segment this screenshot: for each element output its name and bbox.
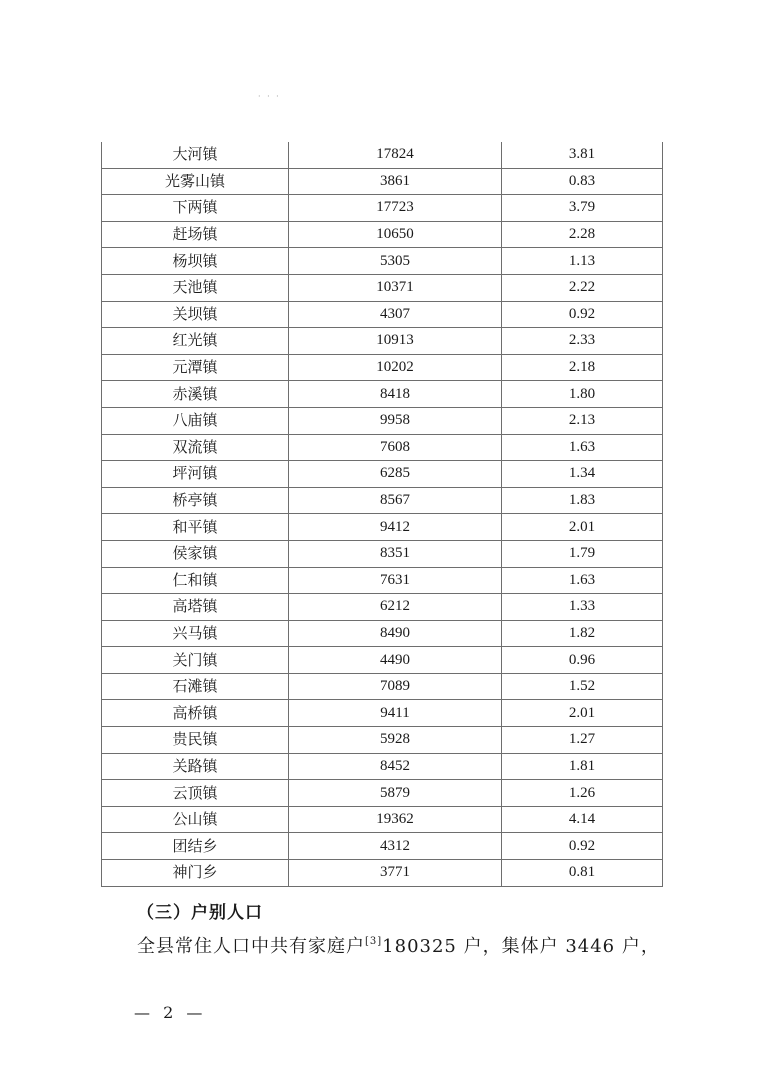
table-row bbox=[102, 434, 663, 461]
township-name-cell: 赶场镇 bbox=[102, 221, 289, 248]
population-count-cell: 7631 bbox=[289, 567, 502, 594]
population-share-cell: 1.63 bbox=[502, 567, 663, 594]
table-row bbox=[102, 514, 663, 541]
population-share-cell: 0.81 bbox=[502, 860, 663, 887]
population-share-cell: 0.83 bbox=[502, 168, 663, 195]
population-count-cell: 4307 bbox=[289, 301, 502, 328]
population-share-cell: 1.82 bbox=[502, 620, 663, 647]
township-name-cell: 团结乡 bbox=[102, 833, 289, 860]
township-name-cell: 杨坝镇 bbox=[102, 248, 289, 275]
population-share-cell: 0.96 bbox=[502, 647, 663, 674]
table-row bbox=[102, 168, 663, 195]
population-share-cell: 2.01 bbox=[502, 514, 663, 541]
population-count-cell: 9411 bbox=[289, 700, 502, 727]
township-name-cell: 关路镇 bbox=[102, 753, 289, 780]
population-count-cell: 7608 bbox=[289, 434, 502, 461]
population-count-cell: 5928 bbox=[289, 727, 502, 754]
population-count-cell: 3771 bbox=[289, 860, 502, 887]
table-row bbox=[102, 594, 663, 621]
township-name-cell: 关坝镇 bbox=[102, 301, 289, 328]
table-row bbox=[102, 274, 663, 301]
page-number: — 2 — bbox=[134, 1003, 207, 1022]
population-share-cell: 1.83 bbox=[502, 487, 663, 514]
population-count-cell: 9958 bbox=[289, 407, 502, 434]
table-row bbox=[102, 673, 663, 700]
township-name-cell: 红光镇 bbox=[102, 328, 289, 355]
table-row bbox=[102, 354, 663, 381]
population-share-cell: 1.33 bbox=[502, 594, 663, 621]
table-row bbox=[102, 195, 663, 222]
township-name-cell: 桥亭镇 bbox=[102, 487, 289, 514]
population-count-cell: 8418 bbox=[289, 381, 502, 408]
table-row bbox=[102, 328, 663, 355]
township-name-cell: 天池镇 bbox=[102, 274, 289, 301]
footnote-reference: [3] bbox=[365, 936, 383, 947]
population-count-cell: 9412 bbox=[289, 514, 502, 541]
table-row bbox=[102, 540, 663, 567]
paragraph-text-after: 180325 户，集体户 3446 户， bbox=[382, 936, 660, 957]
scan-artifact: · · · bbox=[258, 92, 281, 101]
population-count-cell: 8351 bbox=[289, 540, 502, 567]
township-name-cell: 贵民镇 bbox=[102, 727, 289, 754]
table-row bbox=[102, 487, 663, 514]
population-share-cell: 0.92 bbox=[502, 833, 663, 860]
population-count-cell: 4490 bbox=[289, 647, 502, 674]
population-share-cell: 1.13 bbox=[502, 248, 663, 275]
population-count-cell: 19362 bbox=[289, 806, 502, 833]
population-share-cell: 1.34 bbox=[502, 461, 663, 488]
population-count-cell: 5879 bbox=[289, 780, 502, 807]
table-row bbox=[102, 248, 663, 275]
township-name-cell: 大河镇 bbox=[102, 142, 289, 168]
population-share-cell: 1.26 bbox=[502, 780, 663, 807]
population-count-cell: 6212 bbox=[289, 594, 502, 621]
population-count-cell: 8490 bbox=[289, 620, 502, 647]
population-count-cell: 10371 bbox=[289, 274, 502, 301]
township-name-cell: 和平镇 bbox=[102, 514, 289, 541]
township-name-cell: 石滩镇 bbox=[102, 673, 289, 700]
body-paragraph bbox=[137, 932, 660, 958]
population-share-cell: 1.63 bbox=[502, 434, 663, 461]
paragraph-text-before: 全县常住人口中共有家庭户 bbox=[137, 936, 365, 957]
population-count-cell: 10202 bbox=[289, 354, 502, 381]
population-share-cell: 1.52 bbox=[502, 673, 663, 700]
population-count-cell: 8452 bbox=[289, 753, 502, 780]
township-name-cell: 神门乡 bbox=[102, 860, 289, 887]
township-name-cell: 兴马镇 bbox=[102, 620, 289, 647]
population-share-cell: 2.13 bbox=[502, 407, 663, 434]
section-heading: （三）户别人口 bbox=[137, 903, 263, 923]
population-share-cell: 2.18 bbox=[502, 354, 663, 381]
table-row bbox=[102, 381, 663, 408]
table-row bbox=[102, 461, 663, 488]
township-name-cell: 高塔镇 bbox=[102, 594, 289, 621]
population-share-cell: 1.81 bbox=[502, 753, 663, 780]
population-count-cell: 17824 bbox=[289, 142, 502, 168]
population-share-cell: 0.92 bbox=[502, 301, 663, 328]
table-row bbox=[102, 806, 663, 833]
table-body bbox=[102, 142, 663, 886]
township-name-cell: 仁和镇 bbox=[102, 567, 289, 594]
population-share-cell: 2.22 bbox=[502, 274, 663, 301]
table-row bbox=[102, 567, 663, 594]
population-count-cell: 4312 bbox=[289, 833, 502, 860]
table-row bbox=[102, 620, 663, 647]
table-row bbox=[102, 407, 663, 434]
population-share-cell: 1.79 bbox=[502, 540, 663, 567]
population-count-cell: 10913 bbox=[289, 328, 502, 355]
township-name-cell: 坪河镇 bbox=[102, 461, 289, 488]
township-name-cell: 关门镇 bbox=[102, 647, 289, 674]
township-name-cell: 双流镇 bbox=[102, 434, 289, 461]
table-row bbox=[102, 860, 663, 887]
table-row bbox=[102, 753, 663, 780]
township-population-table bbox=[101, 142, 663, 887]
table-row bbox=[102, 833, 663, 860]
population-count-cell: 5305 bbox=[289, 248, 502, 275]
population-count-cell: 17723 bbox=[289, 195, 502, 222]
township-name-cell: 云顶镇 bbox=[102, 780, 289, 807]
table-row bbox=[102, 647, 663, 674]
table-row bbox=[102, 221, 663, 248]
township-name-cell: 公山镇 bbox=[102, 806, 289, 833]
population-share-cell: 2.01 bbox=[502, 700, 663, 727]
population-share-cell: 2.33 bbox=[502, 328, 663, 355]
population-count-cell: 8567 bbox=[289, 487, 502, 514]
population-share-cell: 4.14 bbox=[502, 806, 663, 833]
township-name-cell: 光雾山镇 bbox=[102, 168, 289, 195]
table-row bbox=[102, 727, 663, 754]
population-count-cell: 10650 bbox=[289, 221, 502, 248]
population-share-cell: 3.79 bbox=[502, 195, 663, 222]
population-count-cell: 3861 bbox=[289, 168, 502, 195]
population-share-cell: 2.28 bbox=[502, 221, 663, 248]
township-name-cell: 八庙镇 bbox=[102, 407, 289, 434]
table-row bbox=[102, 301, 663, 328]
table-row bbox=[102, 700, 663, 727]
township-name-cell: 侯家镇 bbox=[102, 540, 289, 567]
township-name-cell: 高桥镇 bbox=[102, 700, 289, 727]
township-name-cell: 元潭镇 bbox=[102, 354, 289, 381]
township-name-cell: 赤溪镇 bbox=[102, 381, 289, 408]
township-name-cell: 下两镇 bbox=[102, 195, 289, 222]
population-share-cell: 3.81 bbox=[502, 142, 663, 168]
population-share-cell: 1.80 bbox=[502, 381, 663, 408]
population-count-cell: 7089 bbox=[289, 673, 502, 700]
population-share-cell: 1.27 bbox=[502, 727, 663, 754]
table-row bbox=[102, 142, 663, 168]
table-row bbox=[102, 780, 663, 807]
population-count-cell: 6285 bbox=[289, 461, 502, 488]
